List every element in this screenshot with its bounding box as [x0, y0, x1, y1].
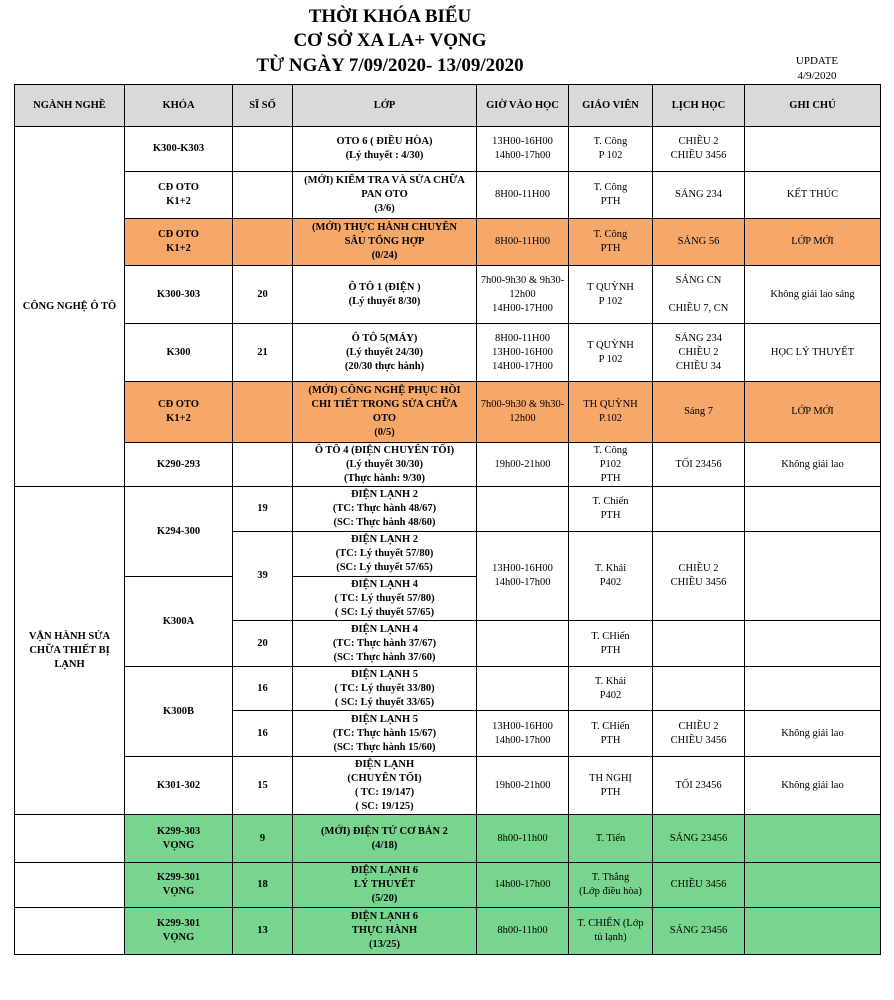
cell-line: PTH [600, 196, 621, 207]
cell-line: CHIỀU 3456 [670, 150, 727, 161]
cell-lop [293, 757, 477, 815]
cell-ghichu-empty [745, 667, 881, 711]
cell-line: P402 [599, 689, 622, 701]
cell-line: ĐIỆN LẠNH 6 [350, 865, 419, 876]
cell-khoa [125, 382, 233, 443]
cell-khoa: K300 [125, 324, 233, 382]
cell-line: T. CHiến [591, 720, 630, 732]
header-lop: LỚP [293, 85, 477, 127]
cell-lop [293, 382, 477, 443]
cell-lop [293, 667, 477, 711]
cell-line: (TC: Lý thuyết 57/80) [335, 548, 434, 559]
cell-gio [477, 908, 569, 955]
cell-gio [477, 863, 569, 908]
cell-line: Ô TÔ 4 (ĐIỆN CHUYÊN TỐI) [314, 444, 455, 456]
cell-line: PTH [600, 786, 621, 798]
cell-line: CĐ OTO [158, 399, 199, 410]
cell-line: CĐ OTO [158, 182, 199, 193]
cell-line: Sáng 7 [684, 406, 713, 417]
cell-line: (Thực hành: 9/30) [344, 472, 425, 484]
cell-line: P402 [599, 577, 622, 588]
cell-line: ( SC: Lý thuyết 33/65) [334, 696, 435, 708]
cell-lop [293, 711, 477, 757]
cell-line: PTH [600, 734, 621, 746]
cell-siso [233, 172, 293, 219]
cell-line: SÁNG 56 [677, 236, 720, 247]
cell-line: K299-301 [156, 918, 201, 929]
cell-gv [569, 711, 653, 757]
cell-line: CHIỀU 34 [675, 360, 722, 372]
cell-line: T. Công [593, 229, 628, 240]
cell-line: ĐIỆN LẠNH 2 [350, 489, 419, 500]
cell-line: CĐ OTO [158, 229, 199, 240]
cell-lop [293, 443, 477, 487]
table-row [15, 324, 881, 382]
cell-line: (Lý thuyết 30/30) [346, 458, 423, 470]
cell-siso-39: 39 [233, 532, 293, 621]
header-row [15, 85, 881, 127]
cell-line: PTH [600, 510, 621, 521]
cell-line: T QUỲNH [587, 281, 634, 293]
cell-gio [477, 127, 569, 172]
table-row [15, 815, 881, 863]
cell-line: P 102 [598, 295, 623, 307]
cell-line: T. Tiến [595, 832, 626, 844]
cell-line: PTH [600, 472, 621, 484]
cell-line: T. Công [593, 444, 628, 456]
cell-line: 14h00-17h00 [494, 577, 551, 588]
cell-gio-merged [477, 532, 569, 621]
cell-lop [293, 324, 477, 382]
cell-khoa [125, 172, 233, 219]
cell-lich-empty [653, 487, 745, 532]
cell-lich [653, 172, 745, 219]
cell-line: (4/18) [371, 839, 398, 851]
header-gio: GIỜ VÀO HỌC [477, 85, 569, 127]
cell-ghichu [745, 863, 881, 908]
cell-lop [293, 621, 477, 667]
cell-line: T. Thắng [591, 872, 630, 883]
cell-khoa [125, 815, 233, 863]
cell-line: (SC: Thực hành 48/60) [333, 517, 436, 528]
cell-gv [569, 757, 653, 815]
cell-line: SÁNG 234 [675, 332, 722, 344]
cell-ghichu: Không giải lao [745, 443, 881, 487]
table-row [15, 863, 881, 908]
cell-lich [653, 908, 745, 955]
table-row [15, 219, 881, 266]
cell-ghichu [745, 908, 881, 955]
cell-line: TH QUỲNH [583, 399, 638, 410]
cell-gv [569, 266, 653, 324]
cell-line: 8H00-11H00 [494, 236, 551, 247]
cell-line: CHI TIẾT TRONG SỬA CHỮA [311, 399, 458, 410]
cell-line: P 102 [598, 150, 623, 161]
update-date: 4/9/2020 [797, 70, 837, 82]
cell-line: 8H00-11H00 [494, 189, 551, 200]
table-row [15, 172, 881, 219]
cell-line: (SC: Thực hành 37/60) [333, 651, 436, 663]
cell-line: 7h00-9h30 & 9h30- [480, 399, 565, 410]
cell-line: T. Công [593, 136, 628, 147]
update-label: UPDATE [795, 55, 839, 67]
cell-lop [293, 815, 477, 863]
cell-khoa [125, 908, 233, 955]
cell-line: CHIỀU 7, CN [668, 302, 729, 314]
cell-line: 13H00-16H00 [492, 346, 553, 358]
cell-line: T. Khải [594, 675, 627, 687]
cell-line: (Lý thuyết 24/30) [346, 346, 423, 358]
cell-gio-empty [477, 487, 569, 532]
cell-line: 19h00-21h00 [494, 458, 551, 470]
cell-gio [477, 443, 569, 487]
cell-lop [293, 863, 477, 908]
cell-line: (5/20) [371, 893, 398, 904]
cell-line: (MỚI) CÔNG NGHỆ PHỤC HỒI [308, 385, 461, 396]
cell-line: CHIỀU 3456 [670, 734, 727, 746]
table-row [15, 487, 881, 532]
cell-line: CHIỀU 2 [678, 346, 719, 358]
cell-line: (TC: Thực hành 15/67) [332, 727, 437, 739]
cell-lop [293, 487, 477, 532]
cell-line: (Lớp điều hòa) [579, 886, 642, 897]
cell-ghichu [745, 127, 881, 172]
cell-siso: 15 [233, 757, 293, 815]
cell-khoa: K300-303 [125, 266, 233, 324]
cell-khoa: K300-K303 [125, 127, 233, 172]
cell-lich [653, 443, 745, 487]
cell-line: ( SC: 19/125) [355, 800, 414, 812]
cell-line: ĐIỆN LẠNH 5 [350, 668, 419, 680]
cell-gv [569, 382, 653, 443]
cell-gv [569, 487, 653, 532]
cell-line: ĐIỆN LẠNH 5 [350, 713, 419, 725]
cell-line: LÝ THUYẾT [353, 879, 416, 890]
cell-line: (TC: Thực hành 48/67) [332, 503, 437, 514]
cell-nganh-empty [15, 908, 125, 955]
cell-lop [293, 219, 477, 266]
cell-line: (0/5) [374, 427, 395, 438]
cell-siso: 20 [233, 266, 293, 324]
table-row [15, 908, 881, 955]
cell-line: ( TC: Lý thuyết 57/80) [334, 592, 435, 604]
table-row [15, 443, 881, 487]
cell-line: TH NGHỊ [589, 772, 632, 784]
title-line-1: THỜI KHÓA BIỂU [308, 6, 472, 27]
cell-khoa: K301-302 [125, 757, 233, 815]
cell-line: 14H00-17H00 [492, 360, 553, 372]
cell-line: THỰC HÀNH [351, 925, 418, 936]
cell-line: Ô TÔ 5(MÁY) [351, 332, 418, 344]
cell-ghichu: LỚP MỚI [745, 382, 881, 443]
cell-lop [293, 127, 477, 172]
cell-line: P102 [599, 458, 622, 470]
header-khoa: KHÓA [125, 85, 233, 127]
cell-line: (TC: Thực hành 37/67) [332, 637, 437, 649]
cell-lop [293, 266, 477, 324]
cell-lop [293, 172, 477, 219]
cell-line: SÁNG 23456 [669, 832, 728, 844]
cell-siso: 20 [233, 621, 293, 667]
cell-ghichu: Không giải lao [745, 757, 881, 815]
cell-ghichu: Không giải lao [745, 711, 881, 757]
cell-lich [653, 382, 745, 443]
cell-gv [569, 908, 653, 955]
cell-line: ( TC: 19/147) [354, 786, 415, 798]
cell-line: TỐI 23456 [675, 458, 722, 470]
cell-line: ( SC: Lý thuyết 57/65) [334, 606, 435, 618]
group-lanh: VẬN HÀNH SỬA CHỮA THIẾT BỊ LẠNH [15, 487, 125, 815]
cell-gv [569, 621, 653, 667]
cell-lop [293, 577, 477, 621]
cell-line: CHIỀU 2 [678, 720, 719, 732]
cell-gio [477, 172, 569, 219]
cell-line: ĐIỆN LẠNH 4 [350, 623, 419, 635]
cell-line: T. CHiến [591, 630, 630, 642]
cell-line: tủ lạnh) [594, 932, 627, 943]
header-siso: SĨ SỐ [233, 85, 293, 127]
cell-gio-empty [477, 667, 569, 711]
cell-line: 13H00-16H00 [492, 136, 553, 147]
cell-gv [569, 815, 653, 863]
cell-line: (0/24) [371, 250, 398, 261]
cell-line: (CHUYÊN TỐI) [347, 772, 422, 784]
cell-line: SÁNG 23456 [669, 925, 728, 936]
table-row [15, 382, 881, 443]
header-lich: LỊCH HỌC [653, 85, 745, 127]
cell-lich [653, 324, 745, 382]
cell-gv [569, 443, 653, 487]
cell-ghichu: HỌC LÝ THUYẾT [745, 324, 881, 382]
cell-line: SÂU TỔNG HỢP [344, 236, 425, 247]
cell-line: (20/30 thực hành) [344, 360, 425, 372]
cell-line: VỌNG [162, 932, 195, 943]
cell-siso: 21 [233, 324, 293, 382]
cell-lich [653, 219, 745, 266]
cell-ghichu: Không giải lao sáng [745, 266, 881, 324]
cell-line: 14H00-17H00 [492, 302, 553, 314]
cell-line: 8h00-11h00 [497, 832, 548, 844]
cell-line: (13/25) [369, 939, 400, 950]
cell-line: Ô TÔ 1 (ĐIỆN ) [348, 281, 421, 293]
cell-siso: 18 [233, 863, 293, 908]
cell-line: 14h00-17h00 [494, 734, 551, 746]
cell-line: VỌNG [162, 839, 195, 851]
cell-khoa-k294: K294-300 [125, 487, 233, 577]
cell-siso [233, 219, 293, 266]
table-row [15, 757, 881, 815]
cell-lich [653, 757, 745, 815]
cell-line: (MỚI) ĐIỆN TỬ CƠ BẢN 2 [321, 825, 448, 837]
cell-line: 12h00 [509, 413, 536, 424]
cell-siso: 16 [233, 711, 293, 757]
cell-gio [477, 324, 569, 382]
cell-lop [293, 532, 477, 577]
cell-line: OTO [372, 413, 397, 424]
header-nganh: NGÀNH NGHỀ [15, 85, 125, 127]
cell-line: T. Chiến [592, 496, 629, 507]
table-row [15, 127, 881, 172]
cell-line: 12h00 [509, 288, 536, 300]
cell-line: (3/6) [374, 203, 395, 214]
table-row [15, 266, 881, 324]
cell-line: CHIỀU 3456 [670, 879, 727, 890]
cell-line: (SC: Thực hành 15/60) [333, 741, 436, 753]
cell-siso: 13 [233, 908, 293, 955]
cell-lich [653, 266, 745, 324]
cell-lich [653, 815, 745, 863]
cell-line: (SC: Lý thuyết 57/65) [336, 562, 433, 573]
cell-line: ĐIỆN LẠNH 4 [350, 578, 419, 590]
cell-lich [653, 863, 745, 908]
header-gv: GIÁO VIÊN [569, 85, 653, 127]
cell-gv-merged [569, 532, 653, 621]
cell-line: ĐIỆN LẠNH 2 [350, 534, 419, 545]
cell-line: SÁNG CN [675, 274, 722, 286]
cell-nganh-empty [15, 815, 125, 863]
cell-ghichu-empty [745, 487, 881, 532]
cell-line: T. Khải [594, 563, 627, 574]
cell-line: PAN OTO [361, 189, 408, 200]
cell-line: 14h00-17h00 [494, 879, 551, 890]
cell-line: 19h00-21h00 [494, 779, 551, 791]
cell-line: CHIỀU 2 [678, 563, 719, 574]
cell-khoa [125, 219, 233, 266]
cell-lich [653, 127, 745, 172]
cell-siso: 19 [233, 487, 293, 532]
cell-gio [477, 266, 569, 324]
group-oto: CÔNG NGHỆ Ô TÔ [15, 127, 125, 487]
cell-gv [569, 324, 653, 382]
cell-line: 8H00-11H00 [494, 332, 551, 344]
cell-line: T QUỲNH [587, 339, 634, 351]
cell-ghichu: LỚP MỚI [745, 219, 881, 266]
cell-line: ( TC: Lý thuyết 33/80) [334, 682, 435, 694]
cell-gio [477, 711, 569, 757]
cell-line: CHIỀU 3456 [670, 577, 727, 588]
cell-line: T. CHIẾN (Lớp [577, 918, 644, 929]
cell-gv [569, 667, 653, 711]
cell-lich-empty [653, 621, 745, 667]
cell-line [655, 288, 742, 302]
cell-line: (MỚI) THỰC HÀNH CHUYÊN [312, 222, 457, 233]
cell-line: CHIỀU 2 [678, 136, 719, 147]
cell-khoa-k300a: K300A [125, 577, 233, 667]
cell-line: K299-303 [156, 825, 201, 837]
cell-gv [569, 219, 653, 266]
cell-line: ĐIỆN LẠNH 6 [350, 911, 419, 922]
cell-line: VỌNG [162, 886, 195, 897]
cell-line: K1+2 [166, 413, 191, 424]
header-ghichu: GHI CHÚ [745, 85, 881, 127]
cell-line: 13H00-16H00 [492, 720, 553, 732]
cell-lop [293, 908, 477, 955]
cell-line: (Lý thuyết 8/30) [348, 295, 421, 307]
cell-line: P 102 [598, 353, 623, 365]
cell-line: 7h00-9h30 & 9h30- [480, 274, 565, 286]
cell-line: PTH [600, 644, 621, 656]
cell-khoa-k300b: K300B [125, 667, 233, 757]
cell-gio [477, 757, 569, 815]
cell-siso [233, 443, 293, 487]
cell-line: P.102 [598, 413, 623, 424]
cell-ghichu: KẾT THÚC [745, 172, 881, 219]
cell-line: ĐIỆN LẠNH [354, 758, 415, 770]
cell-line: (Lý thuyết : 4/30) [345, 150, 424, 161]
cell-lich-empty [653, 667, 745, 711]
cell-nganh-empty [15, 863, 125, 908]
cell-gv [569, 863, 653, 908]
cell-line: 8h00-11h00 [497, 925, 548, 936]
cell-line: K299-301 [156, 872, 201, 883]
title-line-2: CƠ SỞ XA LA+ VỌNG [293, 30, 487, 51]
cell-line: OTO 6 ( ĐIỀU HÒA) [336, 136, 433, 147]
cell-siso [233, 382, 293, 443]
cell-gio [477, 815, 569, 863]
cell-siso: 16 [233, 667, 293, 711]
cell-line: K1+2 [166, 243, 191, 254]
cell-line: K1+2 [166, 196, 191, 207]
cell-line: TỐI 23456 [675, 779, 722, 791]
cell-ghichu [745, 815, 881, 863]
schedule-table [14, 84, 881, 955]
cell-khoa [125, 863, 233, 908]
cell-line: SÁNG 234 [675, 189, 722, 200]
cell-line: PTH [600, 243, 621, 254]
cell-gio [477, 219, 569, 266]
cell-ghichu-empty [745, 621, 881, 667]
cell-line: 14h00-17h00 [494, 150, 551, 161]
update-stamp [782, 54, 852, 84]
cell-gv [569, 172, 653, 219]
table-row [15, 667, 881, 711]
cell-line: (MỚI) KIỂM TRA VÀ SỬA CHỮA [304, 175, 465, 186]
cell-gv [569, 127, 653, 172]
cell-siso [233, 127, 293, 172]
cell-khoa: K290-293 [125, 443, 233, 487]
cell-lich [653, 711, 745, 757]
cell-line: T. Công [593, 182, 628, 193]
cell-line: 13H00-16H00 [492, 563, 553, 574]
title-line-3: TỪ NGÀY 7/09/2020- 13/09/2020 [256, 55, 524, 76]
cell-gio [477, 382, 569, 443]
cell-siso: 9 [233, 815, 293, 863]
cell-gio-empty [477, 621, 569, 667]
cell-lich-merged [653, 532, 745, 621]
cell-ghichu-empty [745, 532, 881, 621]
